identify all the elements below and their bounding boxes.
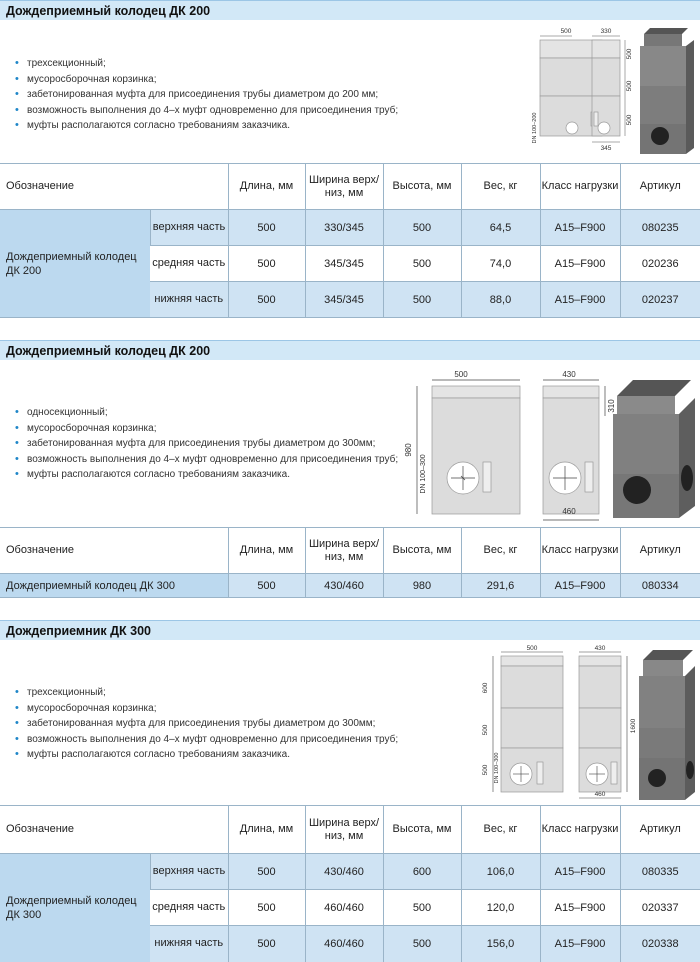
dim-height-top: 310 [607, 399, 616, 413]
part-name: средняя часть [150, 890, 228, 926]
cell-width: 430/460 [305, 854, 383, 890]
product-photo [640, 28, 694, 154]
product-photo [613, 380, 695, 518]
feature-item: • мусоросборочная корзинка; [15, 72, 398, 88]
dim-height-mid: 500 [626, 80, 633, 92]
cell-height: 500 [383, 246, 461, 282]
cell-weight: 74,0 [461, 246, 540, 282]
cell-article: 080334 [620, 574, 700, 598]
cell-article: 020337 [620, 890, 700, 926]
feature-item: • забетонированная муфта для присоединения трубы диаметром до 300мм; [15, 436, 398, 452]
dim-dn: DN 100–300 [494, 752, 500, 784]
cell-article: 020236 [620, 246, 700, 282]
dim-width-top: 430 [562, 370, 576, 379]
section-dk200-single [0, 340, 700, 610]
product-photo [639, 650, 695, 800]
feature-item: • муфты располагаются согласно требованиям заказчика. [15, 118, 398, 134]
spec-table [0, 163, 700, 318]
dim-width-top: 430 [594, 645, 606, 652]
col-header-height: Высота, мм [383, 806, 461, 854]
cell-class: A15–F900 [540, 574, 620, 598]
cell-height: 500 [383, 890, 461, 926]
cell-width: 460/460 [305, 926, 383, 962]
cell-article: 080235 [620, 210, 700, 246]
feature-item: • возможность выполнения до 4–х муфт одновременно для присоединения труб; [15, 452, 398, 468]
dim-dn: DN 100–300 [420, 454, 427, 494]
col-header-width: Ширина верх/низ, мм [305, 806, 383, 854]
dim-height-bottom: 500 [626, 114, 633, 126]
col-header-article: Артикул [620, 806, 700, 854]
col-header-width: Ширина верх/низ, мм [305, 164, 383, 210]
cell-height: 500 [383, 926, 461, 962]
cell-class: A15–F900 [540, 890, 620, 926]
dim-height-top: 600 [482, 682, 489, 694]
cell-length: 500 [228, 246, 305, 282]
dim-width-front: 500 [560, 28, 572, 35]
technical-drawing [395, 366, 698, 524]
cell-article: 020338 [620, 926, 700, 962]
col-header-height: Высота, мм [383, 528, 461, 574]
technical-drawing [528, 24, 698, 160]
col-header-designation: Обозначение [0, 806, 228, 854]
cell-weight: 291,6 [461, 574, 540, 598]
dim-height-mid: 500 [482, 724, 489, 736]
cell-width: 345/345 [305, 246, 383, 282]
section-title: Дождеприемный колодец ДК 200 [0, 0, 700, 20]
product-name: Дождеприемный колодец ДК 300 [0, 574, 228, 598]
feature-item: • забетонированная муфта для присоединения трубы диаметром до 300мм; [15, 716, 398, 732]
cell-class: A15–F900 [540, 926, 620, 962]
dim-width-front: 500 [454, 370, 468, 379]
col-header-width: Ширина верх/низ, мм [305, 528, 383, 574]
dim-width-bottom: 460 [594, 791, 606, 798]
product-name: Дождеприемный колодец ДК 300 [0, 854, 150, 962]
col-header-designation: Обозначение [0, 164, 228, 210]
cell-weight: 88,0 [461, 282, 540, 318]
part-name: нижняя часть [150, 926, 228, 962]
cell-width: 430/460 [305, 574, 383, 598]
cell-length: 500 [228, 282, 305, 318]
cell-width: 345/345 [305, 282, 383, 318]
dim-height-total: 980 [404, 443, 413, 457]
part-name: средняя часть [150, 246, 228, 282]
feature-item: • трехсекционный; [15, 685, 398, 701]
feature-item: • возможность выполнения до 4–х муфт одновременно для присоединения труб; [15, 103, 398, 119]
drawing-pipe-hole [566, 122, 578, 134]
feature-item: • муфты располагаются согласно требованиям заказчика. [15, 467, 398, 483]
cell-weight: 106,0 [461, 854, 540, 890]
dim-width-top: 330 [600, 28, 612, 35]
cell-length: 500 [228, 854, 305, 890]
dim-height-top: 500 [626, 48, 633, 60]
cell-class: A15–F900 [540, 210, 620, 246]
section-dk300 [0, 620, 700, 962]
feature-item: • забетонированная муфта для присоединения трубы диаметром до 200 мм; [15, 87, 398, 103]
cell-height: 500 [383, 282, 461, 318]
feature-item: • мусоросборочная корзинка; [15, 701, 398, 717]
spec-table [0, 805, 700, 962]
cell-width: 330/345 [305, 210, 383, 246]
table-row [0, 854, 700, 890]
col-header-class: Класс нагрузки [540, 164, 620, 210]
cell-weight: 156,0 [461, 926, 540, 962]
cell-length: 500 [228, 890, 305, 926]
col-header-length: Длина, мм [228, 528, 305, 574]
feature-item: • трехсекционный; [15, 56, 398, 72]
dim-dn: DN 100–200 [532, 112, 538, 144]
col-header-article: Артикул [620, 164, 700, 210]
feature-item: • возможность выполнения до 4–х муфт одновременно для присоединения труб; [15, 732, 398, 748]
cell-height: 500 [383, 210, 461, 246]
cell-weight: 64,5 [461, 210, 540, 246]
col-header-weight: Вес, кг [461, 164, 540, 210]
dim-height-bottom: 500 [482, 764, 489, 776]
cell-height: 600 [383, 854, 461, 890]
cell-length: 500 [228, 926, 305, 962]
dim-width-bottom: 345 [600, 145, 612, 152]
section-title: Дождеприемник ДК 300 [0, 620, 700, 640]
feature-list [15, 685, 398, 763]
cell-height: 980 [383, 574, 461, 598]
part-name: верхняя часть [150, 210, 228, 246]
col-header-designation: Обозначение [0, 528, 228, 574]
cell-weight: 120,0 [461, 890, 540, 926]
dim-width-bottom: 460 [562, 507, 576, 516]
feature-item: • муфты располагаются согласно требованиям заказчика. [15, 747, 398, 763]
cell-article: 020237 [620, 282, 700, 318]
section-dk200-three-part [0, 0, 700, 320]
feature-list [15, 56, 398, 134]
table-row [0, 574, 700, 598]
cell-width: 460/460 [305, 890, 383, 926]
spec-table [0, 527, 700, 598]
col-header-length: Длина, мм [228, 164, 305, 210]
feature-item: • односекционный; [15, 405, 398, 421]
product-name: Дождеприемный колодец ДК 200 [0, 210, 150, 318]
col-header-class: Класс нагрузки [540, 528, 620, 574]
feature-list [15, 405, 398, 483]
section-title: Дождеприемный колодец ДК 200 [0, 340, 700, 360]
cell-class: A15–F900 [540, 282, 620, 318]
part-name: нижняя часть [150, 282, 228, 318]
cell-length: 500 [228, 574, 305, 598]
cell-article: 080335 [620, 854, 700, 890]
col-header-class: Класс нагрузки [540, 806, 620, 854]
part-name: верхняя часть [150, 854, 228, 890]
dim-height-total: 1600 [630, 718, 637, 734]
col-header-length: Длина, мм [228, 806, 305, 854]
dim-width-front: 500 [526, 645, 538, 652]
cell-class: A15–F900 [540, 246, 620, 282]
technical-drawing [475, 642, 698, 802]
col-header-article: Артикул [620, 528, 700, 574]
feature-item: • мусоросборочная корзинка; [15, 421, 398, 437]
cell-length: 500 [228, 210, 305, 246]
col-header-height: Высота, мм [383, 164, 461, 210]
col-header-weight: Вес, кг [461, 528, 540, 574]
cell-class: A15–F900 [540, 854, 620, 890]
col-header-weight: Вес, кг [461, 806, 540, 854]
table-row [0, 210, 700, 246]
